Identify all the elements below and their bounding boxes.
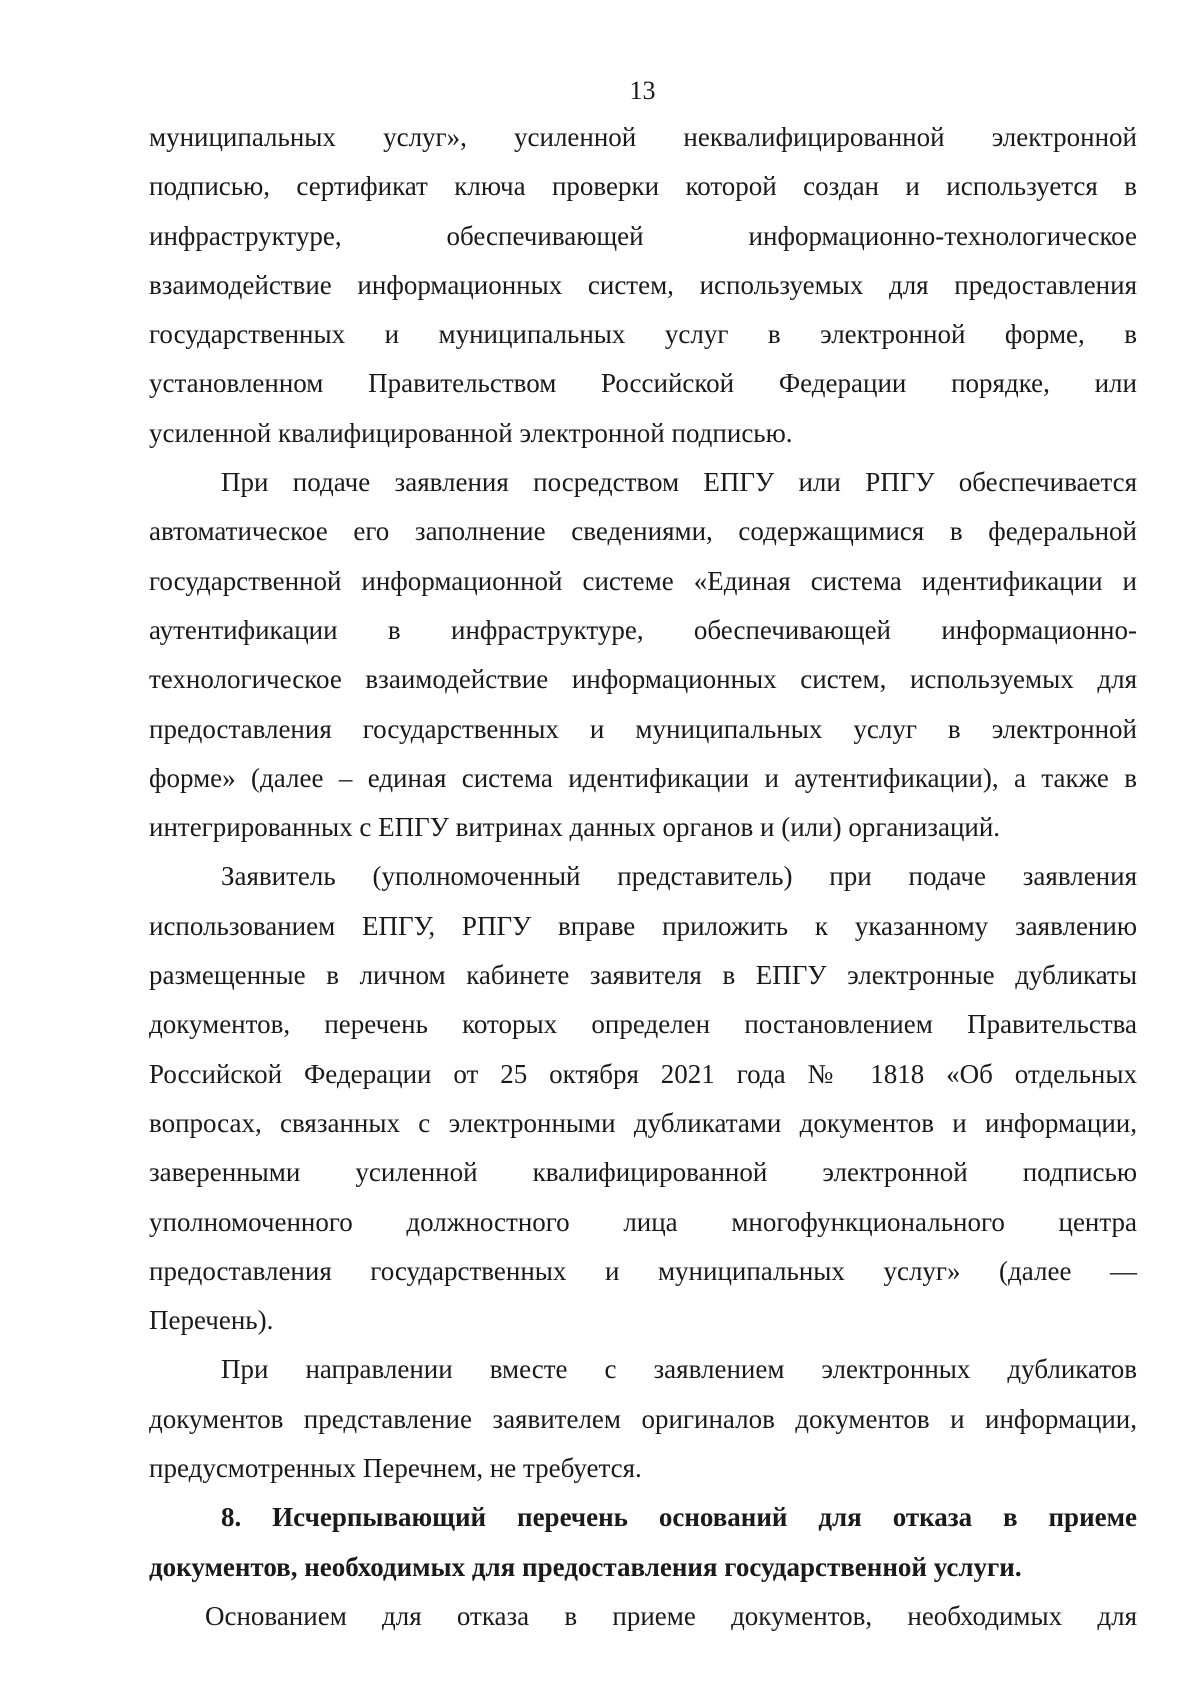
paragraph-5 — [149, 1592, 1137, 1641]
text-line: государственных и муниципальных услуг в электронной форме, в — [149, 319, 1137, 350]
heading-line: документов, необходимых для предоставления государственной услуги. — [149, 1551, 1022, 1582]
text-line: документов представление заявителем оригиналов документов и информации, — [149, 1403, 1137, 1434]
paragraph-1 — [149, 113, 1137, 458]
text-line: аутентификации в инфраструктуре, обеспечивающей информационно- — [149, 614, 1137, 645]
text-line: интегрированных с ЕПГУ витринах данных органов и (или) организаций. — [149, 812, 1001, 843]
paragraph-3 — [149, 852, 1137, 1345]
text-line: усиленной квалифицированной электронной подписью. — [149, 417, 793, 448]
paragraph-2 — [149, 458, 1137, 852]
text-line: инфраструктуре, обеспечивающей информационно-технологическое — [149, 220, 1137, 251]
paragraph-4 — [149, 1345, 1137, 1493]
section-heading — [149, 1493, 1137, 1592]
text-line: размещенные в личном кабинете заявителя в ЕПГУ электронные дубликаты — [149, 960, 1137, 991]
text-line: Заявитель (уполномоченный представитель) при подаче заявления — [221, 861, 1137, 892]
text-line: Основанием для отказа в приеме документов, необходимых для — [205, 1600, 1137, 1631]
text-line: подписью, сертификат ключа проверки которой создан и используется в — [149, 171, 1137, 202]
text-line: муниципальных услуг», усиленной неквалифицированной электронной — [149, 122, 1137, 152]
text-line: заверенными усиленной квалифицированной электронной подписью — [149, 1157, 1137, 1188]
text-line: документов, перечень которых определен постановлением Правительства — [149, 1009, 1137, 1040]
document-body — [149, 113, 1137, 1641]
text-line: предоставления государственных и муниципальных услуг в электронной — [149, 713, 1137, 744]
text-line: установленном Правительством Российской Федерации порядке, или — [149, 368, 1137, 399]
text-line: технологическое взаимодействие информационных систем, используемых для — [149, 664, 1137, 695]
text-line: использованием ЕПГУ, РПГУ вправе приложить к указанному заявлению — [149, 910, 1137, 941]
text-line: государственной информационной системе «Единая система идентификации и — [149, 565, 1137, 596]
text-line: уполномоченного должностного лица многофункционального центра — [149, 1206, 1137, 1237]
text-line: вопросах, связанных с электронными дубликатами документов и информации, — [149, 1107, 1137, 1138]
text-line: взаимодействие информационных систем, используемых для предоставления — [149, 269, 1137, 300]
text-line: Российской Федерации от 25 октября 2021 года № 1818 «Об отдельных — [149, 1058, 1137, 1089]
text-line: предусмотренных Перечнем, не требуется. — [149, 1453, 642, 1484]
text-line: форме» (далее – единая система идентификации и аутентификации), а также в — [149, 762, 1137, 793]
text-line: Перечень). — [149, 1305, 274, 1336]
heading-line: 8. Исчерпывающий перечень оснований для отказа в приеме — [221, 1502, 1137, 1533]
text-line: автоматическое его заполнение сведениями, содержащимися в федеральной — [149, 516, 1137, 547]
text-line: предоставления государственных и муниципальных услуг» (далее — — [149, 1255, 1137, 1286]
text-line: При подаче заявления посредством ЕПГУ или РПГУ обеспечивается — [221, 467, 1137, 498]
page-number: 13 — [629, 76, 656, 105]
text-line: При направлении вместе с заявлением электронных дубликатов — [221, 1354, 1137, 1385]
